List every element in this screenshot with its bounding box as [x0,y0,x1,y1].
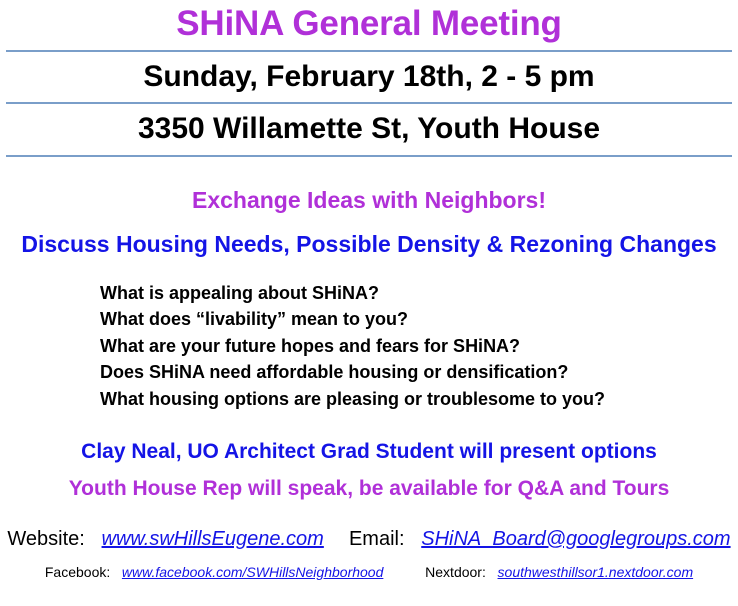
list-item: What is appealing about SHiNA? [100,282,380,303]
questions-list [100,280,738,412]
contact-row-primary [0,501,738,551]
website-link[interactable]: www.swHillsEugene.com [101,528,324,551]
email-label: Email: [348,528,405,551]
page-title: SHiNA General Meeting [176,4,562,43]
meeting-datetime: Sunday, February 18th, 2 - 5 pm [143,59,595,93]
nextdoor-link[interactable]: southwesthillsor1.nextdoor.com [497,564,694,581]
list-item: What are your future hopes and fears for SHiNA? [100,335,521,356]
facebook-link[interactable]: www.facebook.com/SWHillsNeighborhood [121,564,384,581]
presenter-note: Clay Neal, UO Architect Grad Student will present options [81,440,657,464]
list-item: What does “livability” mean to you? [100,309,409,330]
contact-row-social [0,551,738,580]
email-link[interactable]: SHiNA_Board@googlegroups.com [421,528,731,551]
list-item: What housing options are pleasing or troublesome to you? [100,388,606,409]
youth-house-rep-note: Youth House Rep will speak, be available for Q&A and Tours [68,477,670,501]
discussion-topics-heading: Discuss Housing Needs, Possible Density & Rezoning Changes [21,230,717,257]
facebook-label: Facebook: [44,564,111,581]
list-item: Does SHiNA need affordable housing or densification? [100,362,569,383]
tagline: Exchange Ideas with Neighbors! [191,186,547,213]
meeting-location: 3350 Willamette St, Youth House [137,112,601,146]
website-label: Website: [7,528,85,551]
nextdoor-label: Nextdoor: [425,564,486,581]
